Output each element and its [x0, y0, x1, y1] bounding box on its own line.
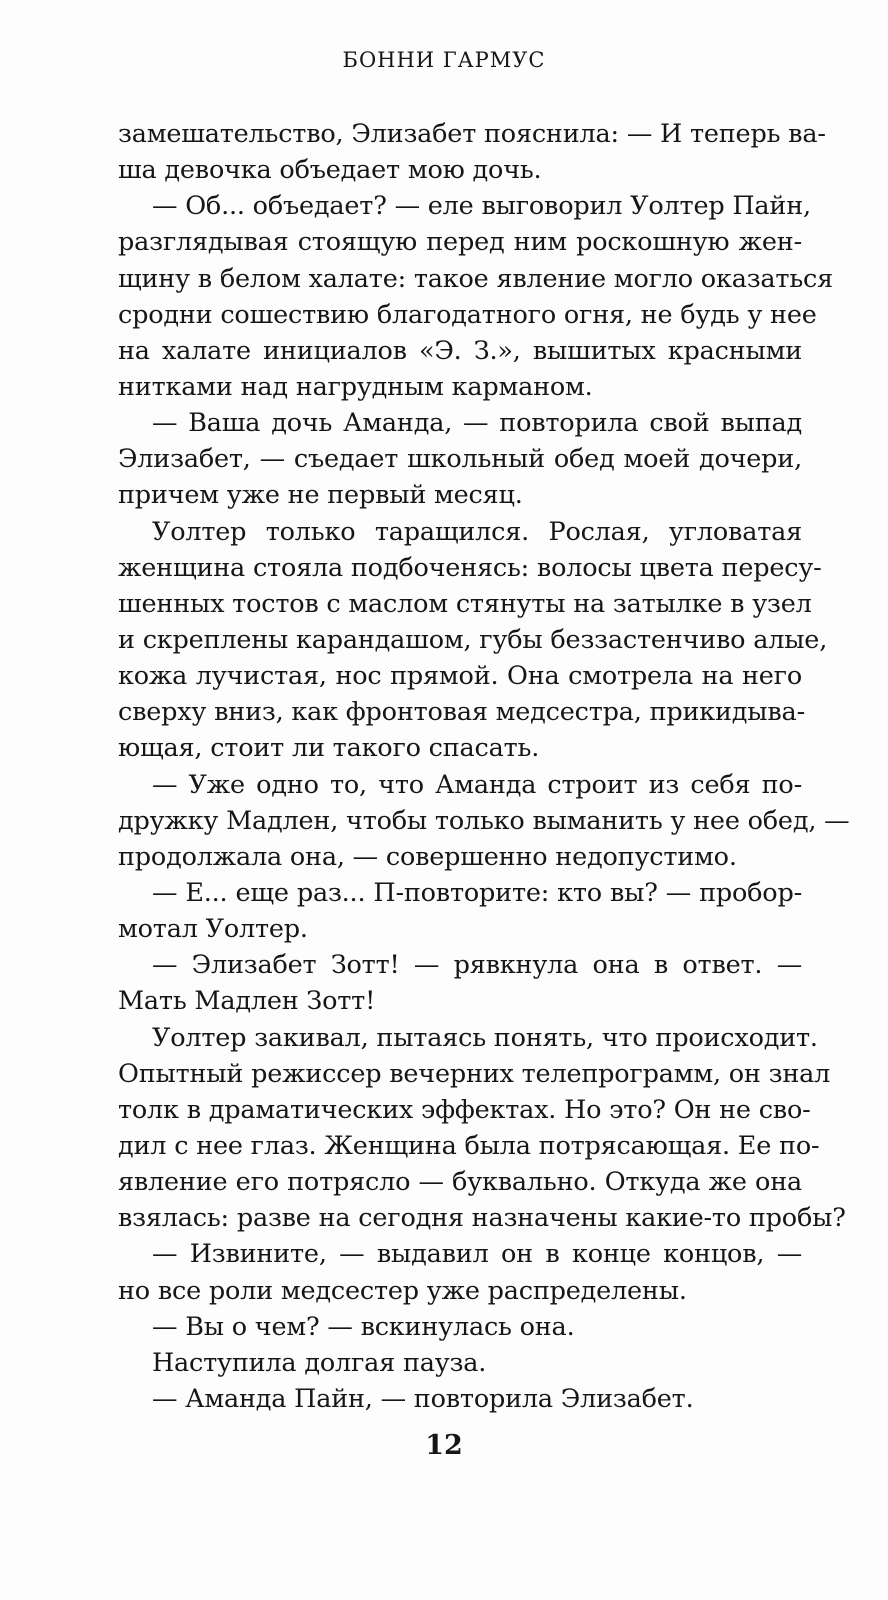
text-line: — Ваша дочь Аманда, — повторила свой выпад — [152, 408, 802, 439]
text-line: Элизабет, — съедает школьный обед моей дочери, — [118, 444, 802, 475]
text-line: на халате инициалов «Э. З.», вышитых красными — [118, 335, 802, 366]
text-line: разглядывая стоящую перед ним роскошную жен- — [118, 227, 802, 258]
text-line: Мать Мадлен Зотт! — [118, 986, 376, 1017]
text-line: дил с нее глаз. Женщина была потрясающая. Ее по- — [118, 1130, 820, 1161]
text-line: взялась: разве на сегодня назначены какие-то пробы? — [118, 1203, 846, 1234]
text-line: и скреплены карандашом, губы беззастенчиво алые, — [118, 624, 828, 655]
text-line: мотал Уолтер. — [118, 914, 308, 945]
text-line: кожа лучистая, нос прямой. Она смотрела на него — [118, 661, 802, 692]
text-line: но все роли медсестер уже распределены. — [118, 1275, 687, 1306]
text-line: Наступила долгая пауза. — [152, 1347, 487, 1378]
text-line: нитками над нагрудным карманом. — [118, 371, 593, 402]
text-line: — Уже одно то, что Аманда строит из себя по- — [152, 769, 802, 800]
text-line: шенных тостов с маслом стянуты на затылке в узел — [118, 588, 812, 619]
text-line: — Е... еще раз... П-повторите: кто вы? — пробор- — [152, 877, 802, 908]
text-line: Уолтер закивал, пытаясь понять, что происходит. — [152, 1022, 818, 1053]
text-line: Уолтер только таращился. Рослая, угловатая — [152, 516, 802, 547]
text-line: — Вы о чем? — вскинулась она. — [152, 1311, 575, 1342]
text-line: причем уже не первый месяц. — [118, 480, 523, 511]
text-line: замешательство, Элизабет пояснила: — И теперь ва- — [118, 119, 826, 149]
text-line: щину в белом халате: такое явление могло оказаться — [118, 263, 833, 294]
text-line: ша девочка объедает мою дочь. — [118, 155, 542, 186]
text-line: дружку Мадлен, чтобы только выманить у нее обед, — — [118, 805, 850, 836]
text-line: — Элизабет Зотт! — рявкнула она в ответ. — — [152, 950, 802, 981]
text-line: — Извините, — выдавил он в конце концов, — — [152, 1239, 802, 1270]
text-line: толк в драматических эффектах. Но это? Он не сво- — [118, 1094, 811, 1125]
page-number: 12 — [425, 1430, 463, 1461]
text-line: явление его потрясло — буквально. Откуда же она — [118, 1167, 802, 1198]
text-line: ющая, стоит ли такого спасать. — [118, 733, 540, 764]
body-text — [118, 116, 850, 1417]
text-line: Опытный режиссер вечерних телепрограмм, он знал — [118, 1058, 831, 1089]
text-line: сродни сошествию благодатного огня, не будь у нее — [118, 299, 817, 330]
text-line: женщина стояла подбоченясь: волосы цвета пересу- — [118, 552, 822, 583]
running-header: БОННИ ГАРМУС — [342, 48, 546, 72]
text-line: — Об... объедает? — еле выговорил Уолтер Пайн, — [152, 191, 811, 222]
text-line: — Аманда Пайн, — повторила Элизабет. — [152, 1383, 694, 1414]
text-line: сверху вниз, как фронтовая медсестра, прикидыва- — [118, 697, 805, 728]
text-line: продолжала она, — совершенно недопустимо. — [118, 841, 737, 872]
